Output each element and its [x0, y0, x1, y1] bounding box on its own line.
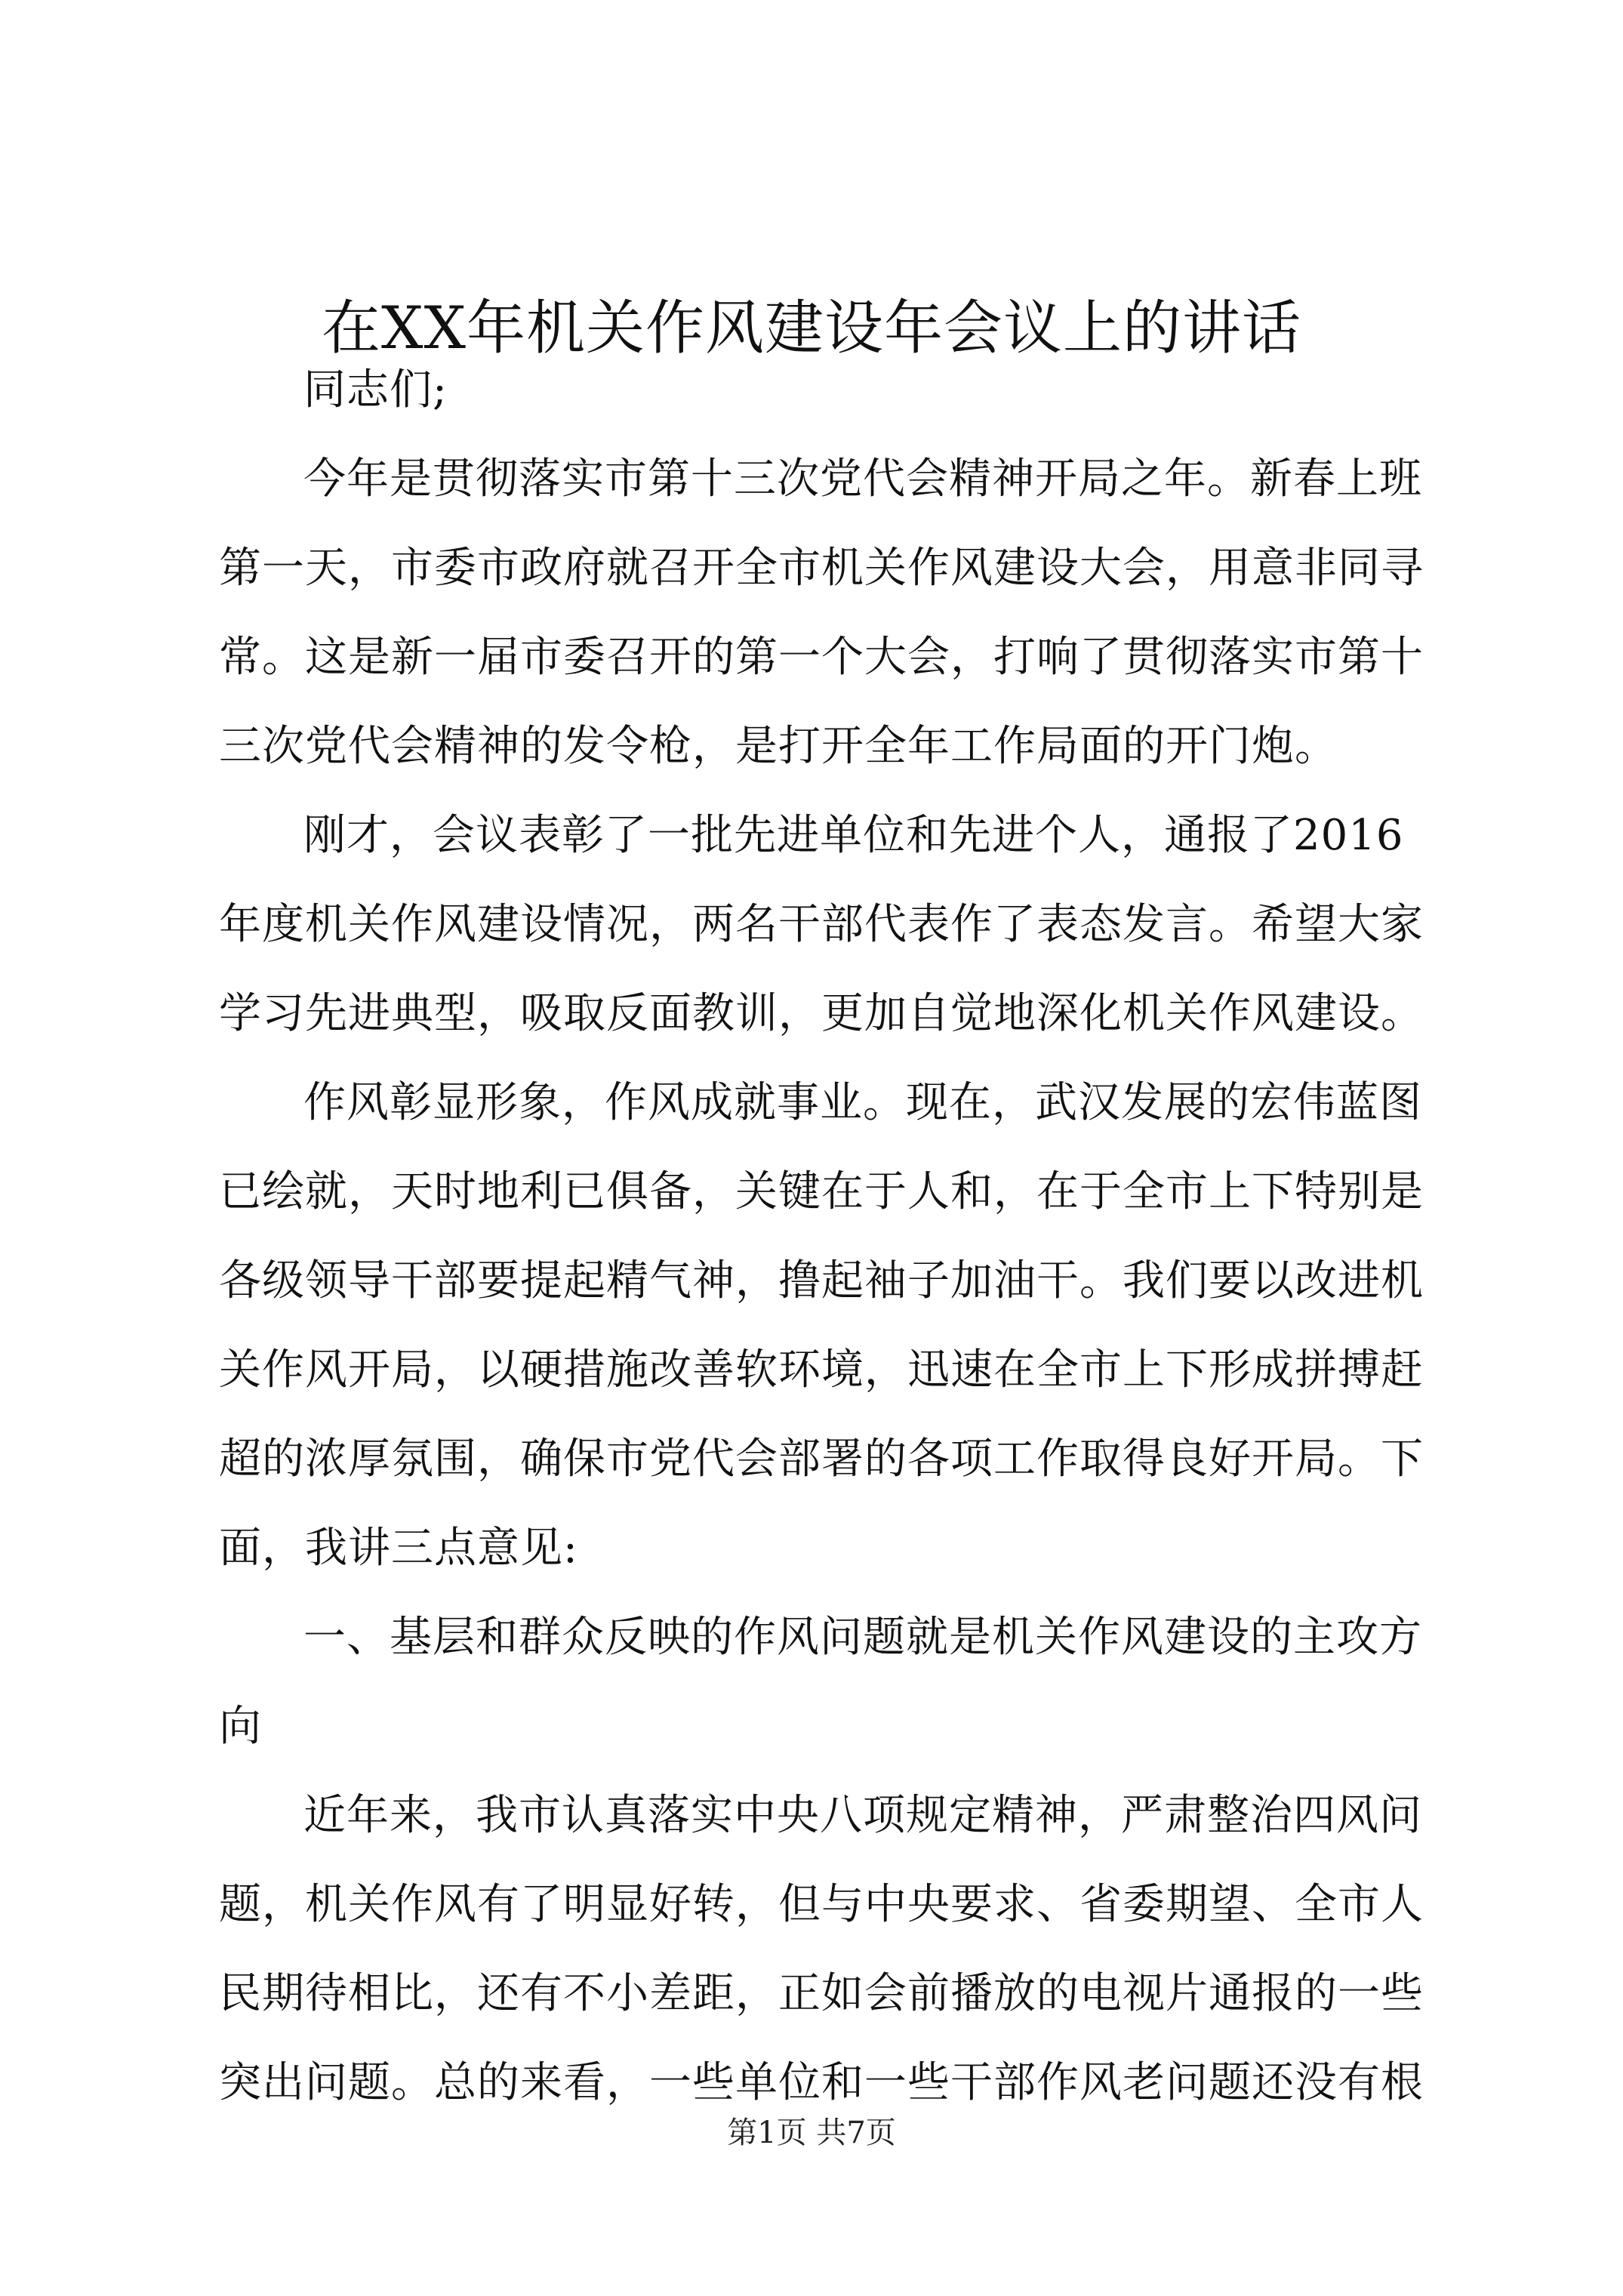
body-line: 已绘就，天时地利已俱备，关键在于人和，在于全市上下特别是	[219, 1167, 1424, 1216]
section-heading-line: 向	[219, 1702, 262, 1751]
body-line: 近年来，我市认真落实中央八项规定精神，严肃整治四风问	[303, 1791, 1422, 1840]
body-line: 超的浓厚氛围，确保市党代会部署的各项工作取得良好开局。下	[219, 1435, 1424, 1484]
document-title: 在XX年机关作风建设年会议上的讲话	[321, 294, 1302, 362]
page-footer: 第1页 共7页	[727, 2116, 896, 2150]
body-line: 三次党代会精神的发令枪，是打开全年工作局面的开门炮。	[219, 722, 1338, 771]
body-line: 民期待相比，还有不小差距，正如会前播放的电视片通报的一些	[219, 1969, 1424, 2018]
body-line: 刚才，会议表彰了一批先进单位和先进个人，通报了2016	[303, 811, 1404, 860]
document-body	[219, 346, 1434, 2128]
body-line: 题，机关作风有了明显好转，但与中央要求、省委期望、全市人	[219, 1880, 1424, 1929]
section-heading-line: 一、基层和群众反映的作风问题就是机关作风建设的主攻方	[303, 1613, 1422, 1662]
body-line: 突出问题。总的来看，一些单位和一些干部作风老问题还没有根	[219, 2058, 1424, 2107]
body-line: 学习先进典型，吸取反面教训，更加自觉地深化机关作风建设。	[219, 989, 1424, 1038]
body-line: 今年是贯彻落实市第十三次党代会精神开局之年。新春上班	[303, 455, 1422, 504]
body-line: 作风彰显形象，作风成就事业。现在，武汉发展的宏伟蓝图	[303, 1078, 1422, 1127]
body-line: 年度机关作风建设情况，两名干部代表作了表态发言。希望大家	[219, 900, 1424, 949]
body-line: 第一天，市委市政府就召开全市机关作风建设大会，用意非同寻	[219, 544, 1424, 593]
body-line: 关作风开局，以硬措施改善软环境，迅速在全市上下形成拼搏赶	[219, 1345, 1424, 1395]
body-line: 常。这是新一届市委召开的第一个大会，打响了贯彻落实市第十	[219, 633, 1424, 682]
body-line: 同志们;	[303, 365, 448, 415]
body-line: 面，我讲三点意见:	[219, 1524, 578, 1573]
body-line: 各级领导干部要提起精气神，撸起袖子加油干。我们要以改进机	[219, 1256, 1424, 1305]
